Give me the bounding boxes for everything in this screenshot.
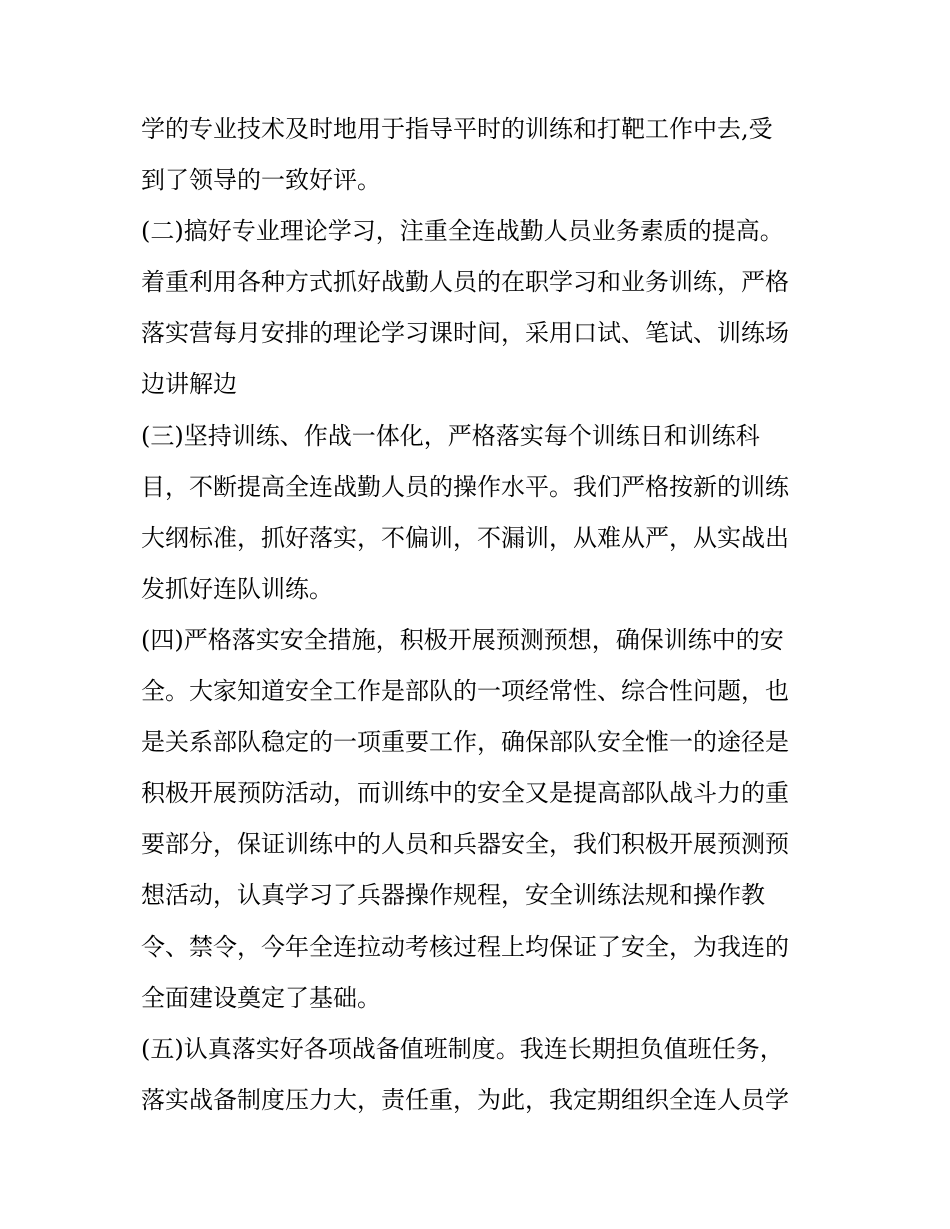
text-line: 落实营每月安排的理论学习课时间，采用口试、笔试、训练场 — [141, 319, 789, 348]
text-line: (二)搞好专业理论学习，注重全连战勤人员业务素质的提高。 — [141, 217, 784, 246]
text-line: (四)严格落实安全措施，积极开展预测预想，确保训练中的安 — [141, 625, 784, 654]
text-line: 是关系部队稳定的一项重要工作，确保部队安全惟一的途径是 — [141, 728, 789, 757]
text-line: 令、禁令，今年全连拉动考核过程上均保证了安全，为我连的 — [141, 932, 789, 961]
text-line: 目，不断提高全连战勤人员的操作水平。我们严格按新的训练 — [141, 472, 789, 501]
text-line: 全。大家知道安全工作是部队的一项经常性、综合性问题，也 — [141, 677, 789, 706]
text-line: 学的专业技术及时地用于指导平时的训练和打靶工作中去,受 — [141, 115, 773, 143]
text-line: 落实战备制度压力大，责任重，为此，我定期组织全连人员学 — [141, 1085, 789, 1114]
text-line: 全面建设奠定了基础。 — [141, 983, 381, 1012]
text-line: 着重利用各种方式抓好战勤人员的在职学习和业务训练，严格 — [141, 268, 789, 297]
text-line: (五)认真落实好各项战备值班制度。我连长期担负值班任务， — [141, 1034, 784, 1063]
text-line: 要部分，保证训练中的人员和兵器安全，我们积极开展预测预 — [141, 830, 789, 859]
text-line: 发抓好连队训练。 — [141, 574, 333, 603]
text-line: 大纲标准，抓好落实，不偏训，不漏训，从难从严，从实战出 — [141, 523, 789, 552]
body-text — [141, 104, 821, 1126]
text-line: 想活动，认真学习了兵器操作规程，安全训练法规和操作教 — [141, 881, 765, 910]
text-line: (三)坚持训练、作战一体化，严格落实每个训练日和训练科 — [141, 421, 760, 450]
text-line: 积极开展预防活动，而训练中的安全又是提高部队战斗力的重 — [141, 779, 789, 808]
text-line: 到了领导的一致好评。 — [141, 166, 381, 195]
text-line: 边讲解边 — [141, 370, 237, 399]
